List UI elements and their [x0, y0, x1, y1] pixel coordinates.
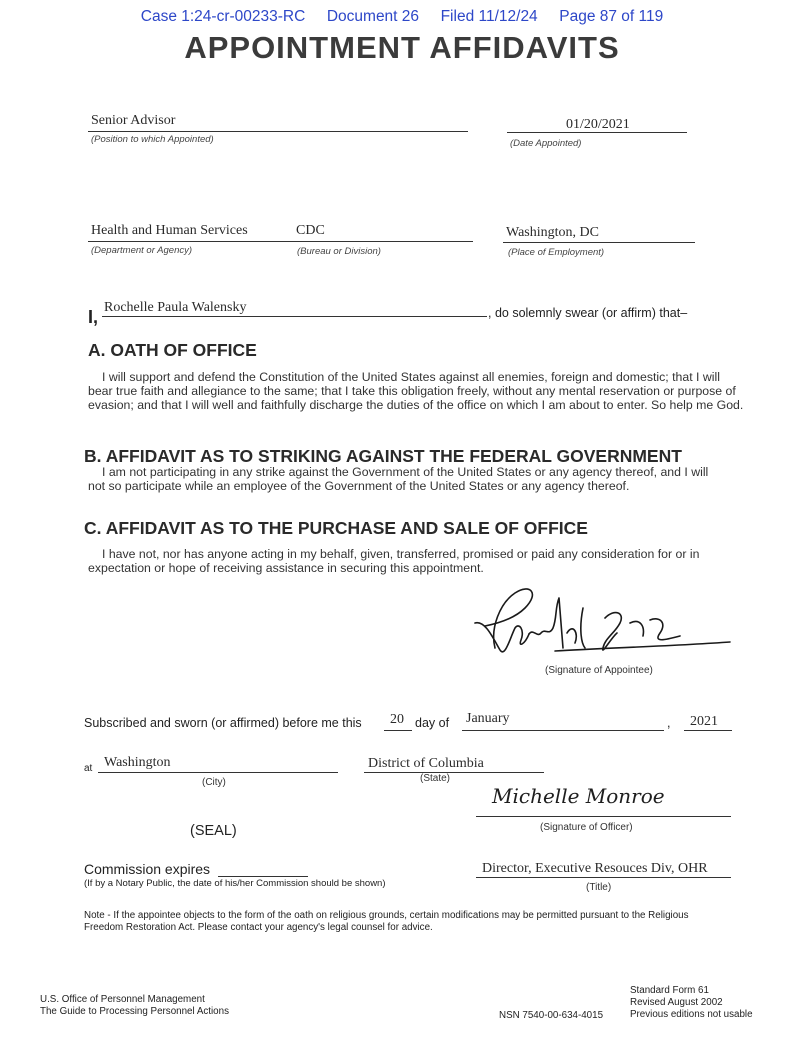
year-underline [684, 730, 732, 731]
appointee-signature-graphic [455, 578, 735, 673]
sworn-day: 20 [390, 712, 404, 727]
page-title: APPOINTMENT AFFIDAVITS [184, 30, 620, 65]
sworn-year: 2021 [690, 714, 718, 729]
officer-title-caption: (Title) [586, 882, 612, 893]
section-b-text: I am not participating in any strike against the Government of the United States or any agency thereof, and I will not so participate while an employee of the Government of the United States or any agency thereof. [88, 465, 709, 494]
city-value: Washington [104, 755, 171, 770]
date-appointed-caption: (Date Appointed) [510, 138, 582, 149]
day-underline [384, 730, 412, 731]
section-b-heading: B. AFFIDAVIT AS TO STRIKING AGAINST THE FEDERAL GOVERNMENT [84, 446, 682, 466]
place-underline [503, 242, 695, 243]
place-caption: (Place of Employment) [508, 247, 605, 258]
position-caption: (Position to which Appointed) [91, 134, 214, 145]
filed-date: Filed 11/12/24 [440, 8, 538, 25]
officer-signature-underline [476, 816, 731, 817]
department-caption: (Department or Agency) [91, 245, 193, 256]
section-a-heading: A. OATH OF OFFICE [88, 340, 257, 360]
officer-signature-caption: (Signature of Officer) [540, 822, 633, 833]
religious-note: Note - If the appointee objects to the form of the oath on religious grounds, certain modifications may be permitted pursuant to the Religious Freedom Restoration Act. Please contact your agency's legal counsel for advice. [84, 910, 689, 933]
footer-opm: U.S. Office of Personnel Management [40, 994, 205, 1005]
position-underline [88, 131, 468, 132]
state-underline [364, 772, 544, 773]
section-c-heading: C. AFFIDAVIT AS TO THE PURCHASE AND SALE OF OFFICE [84, 518, 588, 538]
department-value: Health and Human Services [91, 223, 248, 238]
footer-guide: The Guide to Processing Personnel Actions [40, 1006, 229, 1017]
page-number: Page 87 of 119 [559, 8, 664, 25]
bureau-value: CDC [296, 223, 325, 238]
section-a-text: I will support and defend the Constitution of the United States against all enemies, foreign and domestic; that I will bear true faith and allegiance to the same; that I take this obligation freely, without any mental reservation or purpose of evasion; and that I will well and faithfully discharge the duties of the office on which I am about to enter. So help me God. [88, 370, 744, 413]
position-value: Senior Advisor [91, 113, 176, 128]
case-number: Case 1:24-cr-00233-RC [140, 8, 306, 25]
date-appointed-value: 01/20/2021 [566, 117, 630, 132]
department-underline [88, 241, 473, 242]
sworn-year-prefix: , [667, 716, 671, 730]
officer-title-underline [476, 877, 731, 878]
commission-label: Commission expires [84, 861, 211, 877]
oath-suffix: , do solemnly swear (or affirm) that– [488, 306, 688, 320]
seal-label: (SEAL) [190, 823, 237, 839]
name-underline [102, 316, 487, 317]
footer-form: Standard Form 61 [630, 985, 709, 996]
officer-title-value: Director, Executive Resouces Div, OHR [482, 861, 708, 876]
case-header [0, 8, 804, 26]
commission-underline [218, 876, 308, 877]
appointee-signature-caption: (Signature of Appointee) [545, 665, 653, 676]
document-number: Document 26 [326, 8, 420, 25]
month-underline [462, 730, 664, 731]
officer-signature: Michelle Monroe [492, 784, 665, 808]
bureau-caption: (Bureau or Division) [297, 246, 381, 257]
appointee-name: Rochelle Paula Walensky [104, 300, 247, 315]
footer-revised: Revised August 2002 [630, 997, 723, 1008]
commission-note: (If by a Notary Public, the date of his/her Commission should be shown) [84, 878, 386, 889]
city-underline [98, 772, 338, 773]
sworn-month: January [466, 711, 510, 726]
at-label: at [84, 763, 93, 774]
sworn-prefix: Subscribed and sworn (or affirmed) before me this [84, 716, 362, 730]
state-caption: (State) [420, 773, 451, 784]
section-c-text: I have not, nor has anyone acting in my behalf, given, transferred, promised or paid any consideration for or in expectation or hope of receiving assistance in securing this appointment. [88, 547, 700, 576]
city-caption: (City) [202, 777, 226, 788]
footer-previous: Previous editions not usable [630, 1009, 753, 1020]
oath-prefix: I, [88, 307, 99, 327]
footer-nsn: NSN 7540-00-634-4015 [499, 1010, 604, 1021]
date-appointed-underline [507, 132, 687, 133]
sworn-day-label: day of [415, 716, 450, 730]
place-value: Washington, DC [506, 225, 599, 240]
state-value: District of Columbia [368, 756, 484, 771]
